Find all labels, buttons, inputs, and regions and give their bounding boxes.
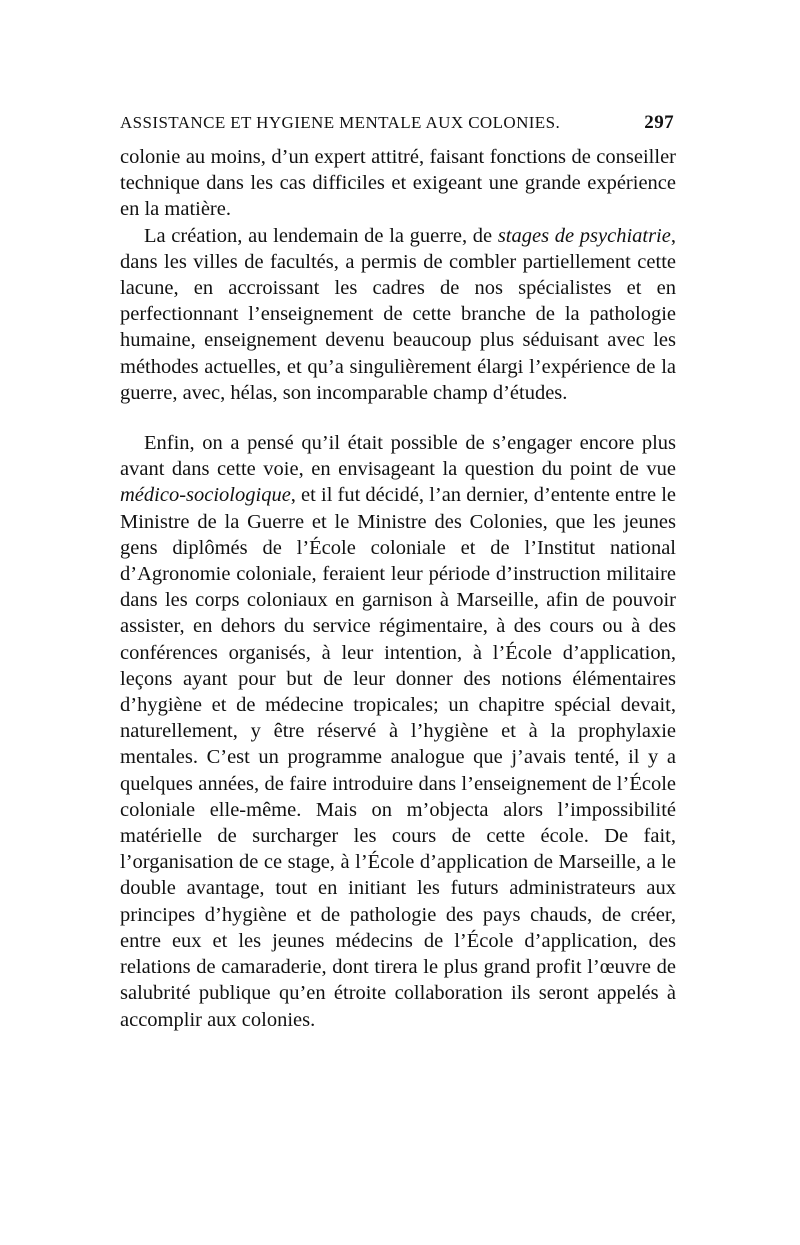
running-title: ASSISTANCE ET HYGIENE MENTALE AUX COLONIES.: [120, 113, 561, 132]
paragraph-2-text-start: La création, au lendemain de la guerre, de: [144, 224, 498, 247]
paragraph-3-italic-term: médico-sociologique: [120, 484, 291, 507]
book-page: [120, 112, 676, 1033]
body-text: [120, 144, 676, 1033]
paragraph-3-text-start: Enfin, on a pensé qu’il était possible de s’engager encore plus avant dans cette voie, en envisageant la question du point de vue: [120, 432, 676, 481]
paragraph-3: [120, 430, 676, 1033]
paragraph-2-text-end: , dans les villes de facultés, a permis de combler partiellement cette lacune, en accroissant les cadres de nos spécialistes et en perfectionnant l’enseignement de cette branche de la pathologie humaine, enseignement devenu beaucoup plus séduisant avec les méthodes actuelles, et qu’a singulièrement élargi l’expérience de la guerre, avec, hélas, son incomparable champ d’études.: [120, 224, 676, 404]
paragraph-2: [120, 223, 676, 406]
page-number: 297: [644, 112, 674, 133]
paragraph-1-text: colonie au moins, d’un expert attitré, faisant fonctions de conseiller technique dans les cas difficiles et exigeant une grande expérience en la matière.: [120, 146, 676, 221]
paragraph-2-italic-term: stages de psychiatrie: [497, 224, 671, 247]
running-header: [120, 112, 676, 142]
paragraph-3-text-end: , et il fut décidé, l’an dernier, d’entente entre le Ministre de la Guerre et le Ministre des Colonies, que les jeunes gens diplômés de l’École coloniale et de l’Institut national d’Agronomie coloniale, feraient leur période d’instruction militaire dans les corps coloniaux en garnison à Marseille, afin de pouvoir assister, en dehors du service régimentaire, à des cours ou à des conférences organisés, à leur intention, à l’École d’application, leçons ayant pour but de leur donner des notions élémentaires d’hygiène et de médecine tropicales; un chapitre spécial devait, naturellement, y être réservé à l’hygiène et à la prophylaxie mentales. C’est un programme analogue que j’avais tenté, il y a quelques années, de faire introduire dans l’enseignement de l’École coloniale elle-même. Mais on m’objecta alors l’impossibilité matérielle de surcharger les cours de cette école. De fait, l’organisation de ce stage, à l’École d’application de Marseille, a le double avantage, tout en initiant les futurs administrateurs aux principes d’hygiène et de pathologie des pays chauds, de créer, entre eux et les jeunes médecins de l’École d’application, des relations de camaraderie, dont tirera le plus grand profit l’œuvre de salubrité publique qu’en étroite collaboration ils seront appelés à accomplir aux colonies.: [120, 484, 676, 1031]
paragraph-spacer: [120, 406, 676, 430]
paragraph-1: [120, 144, 676, 223]
